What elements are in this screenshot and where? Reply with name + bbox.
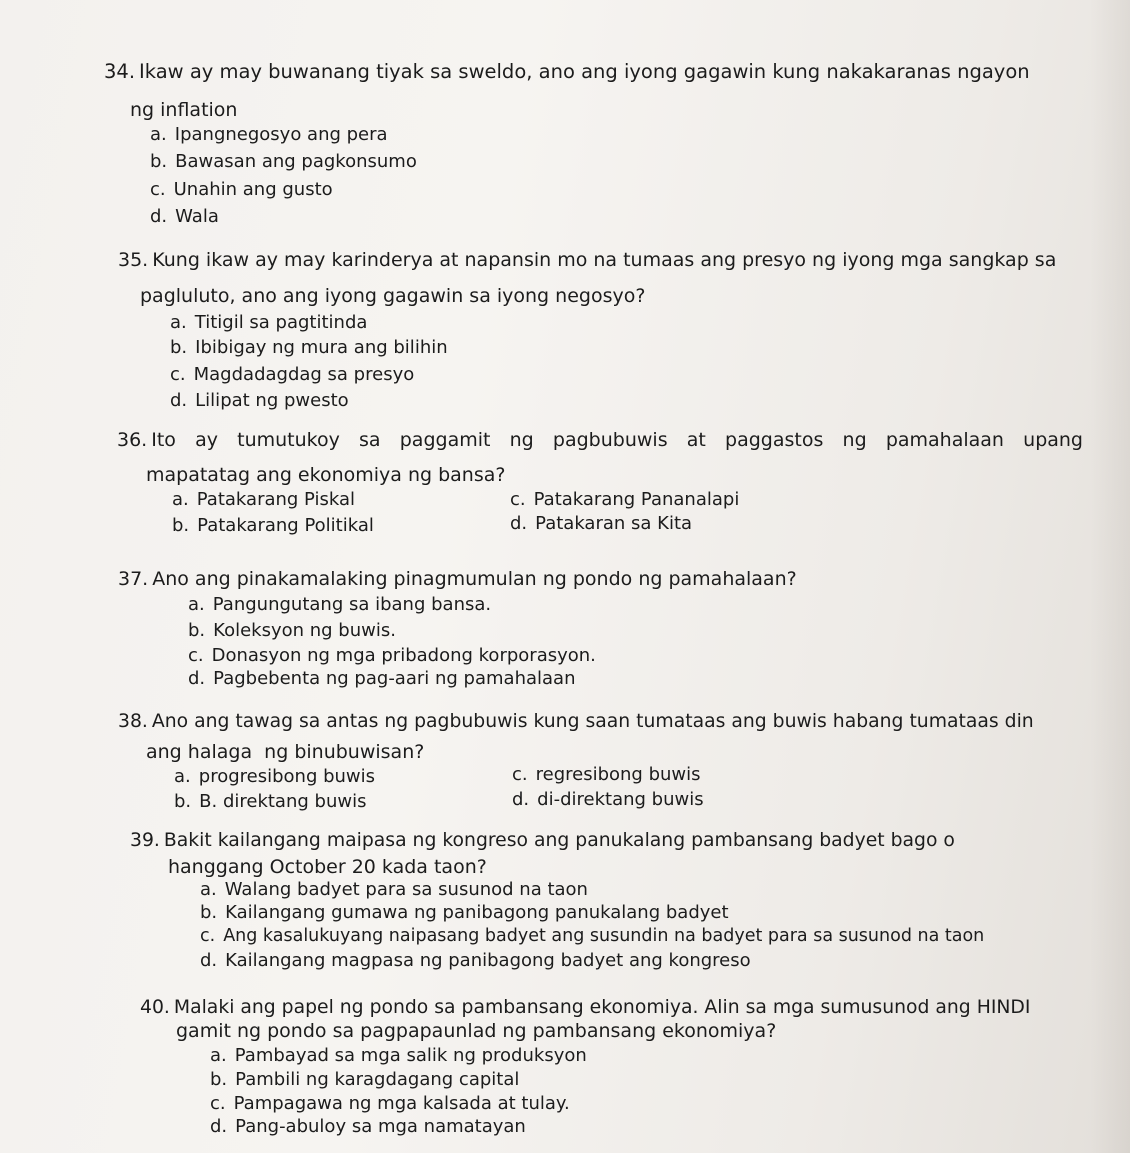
question-38-option-d: d. di-direktang buwis <box>512 789 704 810</box>
question-37-option-c: c. Donasyon ng mga pribadong korporasyon. <box>188 645 596 666</box>
question-34-option-d: d. Wala <box>150 206 219 227</box>
question-37-number: 37. <box>118 568 149 590</box>
question-37-option-b: b. Koleksyon ng buwis. <box>188 620 396 641</box>
question-35-number: 35. <box>118 249 149 271</box>
question-38-text: Ano ang tawag sa antas ng pagbubuwis kung saan tumataas ang buwis habang tumataas din <box>151 711 1034 732</box>
question-35-option-a: a. Titigil sa pagtitinda <box>170 312 368 333</box>
question-36-option-a: a. Patakarang Piskal <box>172 489 356 510</box>
question-39-option-d: d. Kailangang magpasa ng panibagong badyet ang kongreso <box>200 950 751 971</box>
question-38-option-b: b. B. direktang buwis <box>174 791 367 812</box>
question-35-option-d: d. Lilipat ng pwesto <box>170 390 349 411</box>
question-40-number: 40. <box>140 997 170 1018</box>
question-40-option-c: c. Pampagawa ng mga kalsada at tulay. <box>210 1093 570 1114</box>
question-40-text: Malaki ang papel ng pondo sa pambansang ekonomiya. Alin sa mga sumusunod ang HINDI <box>173 997 1031 1018</box>
question-36-line2: mapatatag ang ekonomiya ng bansa? <box>146 464 506 486</box>
question-40-line1 <box>140 996 1030 1020</box>
question-34-option-b: b. Bawasan ang pagkonsumo <box>150 151 417 172</box>
question-36-number: 36. <box>117 429 148 451</box>
question-36-option-d: d. Patakaran sa Kita <box>510 513 693 534</box>
question-36-line1 <box>117 428 1083 452</box>
question-39-option-b: b. Kailangang gumawa ng panibagong panukalang badyet <box>200 902 729 923</box>
question-36-option-c: c. Patakarang Pananalapi <box>510 489 740 510</box>
question-36-option-b: b. Patakarang Politikal <box>172 515 374 536</box>
question-39-line1 <box>130 829 955 853</box>
page-edge-shadow <box>1090 0 1130 1153</box>
question-38-number: 38. <box>118 711 148 732</box>
question-40-option-a: a. Pambayad sa mga salik ng produksyon <box>210 1045 587 1066</box>
question-37-text: Ano ang pinakamalaking pinagmumulan ng pondo ng pamahalaan? <box>152 568 797 590</box>
question-37-option-d: d. Pagbebenta ng pag-aari ng pamahalaan <box>188 668 576 689</box>
question-34-line1 <box>104 60 1030 84</box>
question-37-option-a: a. Pangungutang sa ibang bansa. <box>188 594 492 615</box>
question-40-option-b: b. Pambili ng karagdagang capital <box>210 1069 520 1090</box>
question-34-option-a: a. Ipangnegosyo ang pera <box>150 124 388 145</box>
question-39-option-a: a. Walang badyet para sa susunod na taon <box>200 879 588 900</box>
question-34-text: Ikaw ay may buwanang tiyak sa sweldo, ano ang iyong gagawin kung nakakaranas ngayon <box>139 60 1030 83</box>
question-34-line2: ng inflation <box>130 99 238 121</box>
question-36-text: Ito ay tumutukoy sa paggamit ng pagbubuwis at paggastos ng pamahalaan upang <box>151 429 1083 451</box>
question-39-option-c: c. Ang kasalukuyang naipasang badyet ang susundin na badyet para sa susunod na taon <box>200 926 985 946</box>
question-38-option-a: a. progresibong buwis <box>174 766 376 787</box>
question-35-text: Kung ikaw ay may karinderya at napansin mo na tumaas ang presyo ng iyong mga sangkap sa <box>152 249 1057 271</box>
question-38-line1 <box>118 710 1034 734</box>
question-35-line1 <box>118 248 1056 272</box>
question-37-line1 <box>118 567 797 591</box>
question-39-line2: hanggang October 20 kada taon? <box>168 856 487 878</box>
question-39-number: 39. <box>130 830 160 851</box>
question-40-option-d: d. Pang-abuloy sa mga namatayan <box>210 1116 526 1137</box>
question-39-text: Bakit kailangang maipasa ng kongreso ang panukalang pambansang badyet bago o <box>163 830 955 851</box>
question-40-line2: gamit ng pondo sa pagpapaunlad ng pambansang ekonomiya? <box>176 1020 777 1042</box>
question-35-option-b: b. Ibibigay ng mura ang bilihin <box>170 337 448 358</box>
question-35-option-c: c. Magdadagdag sa presyo <box>170 364 415 385</box>
question-38-option-c: c. regresibong buwis <box>512 764 701 785</box>
question-34-option-c: c. Unahin ang gusto <box>150 179 333 200</box>
question-35-line2: pagluluto, ano ang iyong gagawin sa iyong negosyo? <box>140 285 646 307</box>
question-38-line2: ang halaga ng binubuwisan? <box>146 741 425 763</box>
question-34-number: 34. <box>104 60 136 83</box>
